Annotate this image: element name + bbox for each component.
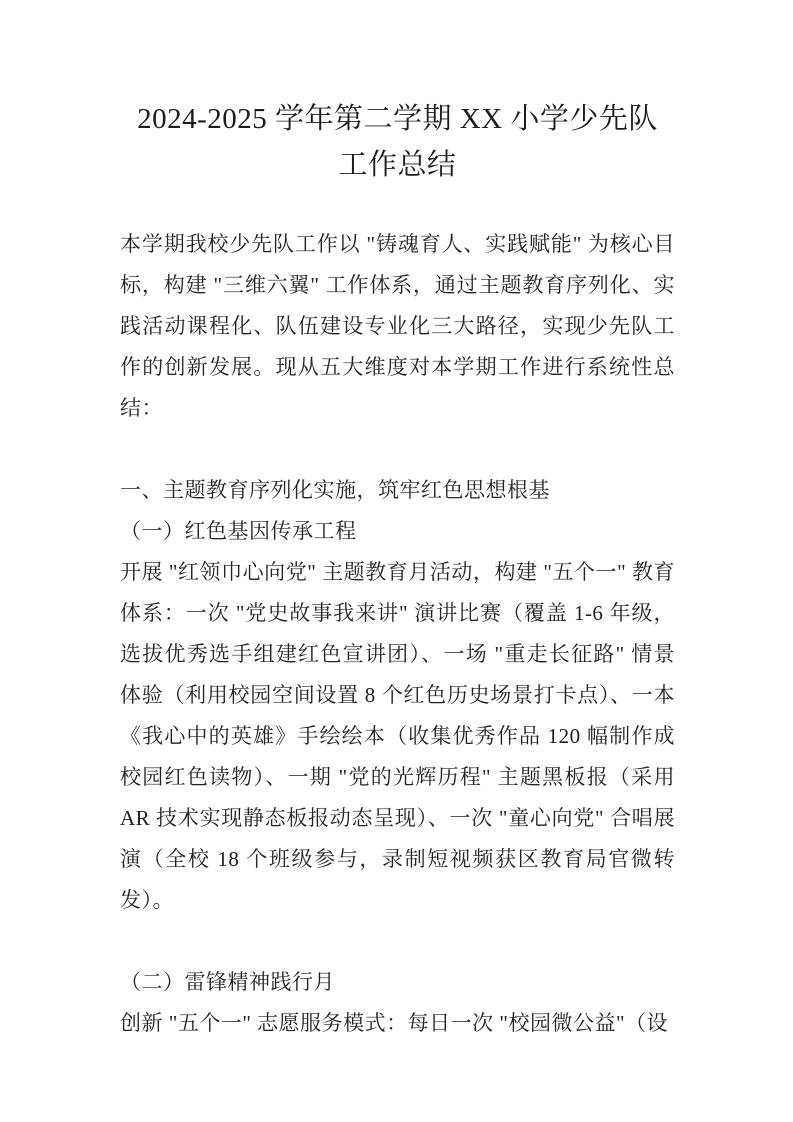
section-1-1-subheading: （一）红色基因传承工程 [120, 519, 357, 543]
intro-paragraph: 本学期我校少先队工作以 "铸魂育人、实践赋能" 为核心目标，构建 "三维六翼" 工作体系，通过主题教育序列化、实践活动课程化、队伍建设专业化三大路径，实现少先队工作的创新发展。现从五大维度对本学期工作进行系统性总结： [120, 232, 675, 420]
document-title: 2024-2025 学年第二学期 XX 小学少先队工作总结 [137, 103, 658, 181]
section-1-heading: 一、主题教育序列化实施，筑牢红色思想根基 [120, 478, 550, 502]
section-1-2-subheading: （二）雷锋精神践行月 [120, 970, 335, 994]
section-1-1-paragraph: 开展 "红领巾心向党" 主题教育月活动，构建 "五个一" 教育体系：一次 "党史故事我来讲" 演讲比赛（覆盖 1-6 年级，选拔优秀选手组建红色宣讲团）、一场 "重走长征路" 情景体验（利用校园空间设置 8 个红色历史场景打卡点）、一本《我心中的英雄》手绘绘本（收集优秀作品 120 幅制作成校园红色读物）、一期 "党的光辉历程" 主题黑板报（采用 AR 技术实现静态板报动态呈现）、一次 "童心向党" 合唱展演（全校 18 个班级参与，录制短视频获区教育局官微转发）。 [120, 560, 675, 912]
section-1-2-paragraph: 创新 "五个一" 志愿服务模式：每日一次 "校园微公益"（设 [120, 1011, 669, 1035]
